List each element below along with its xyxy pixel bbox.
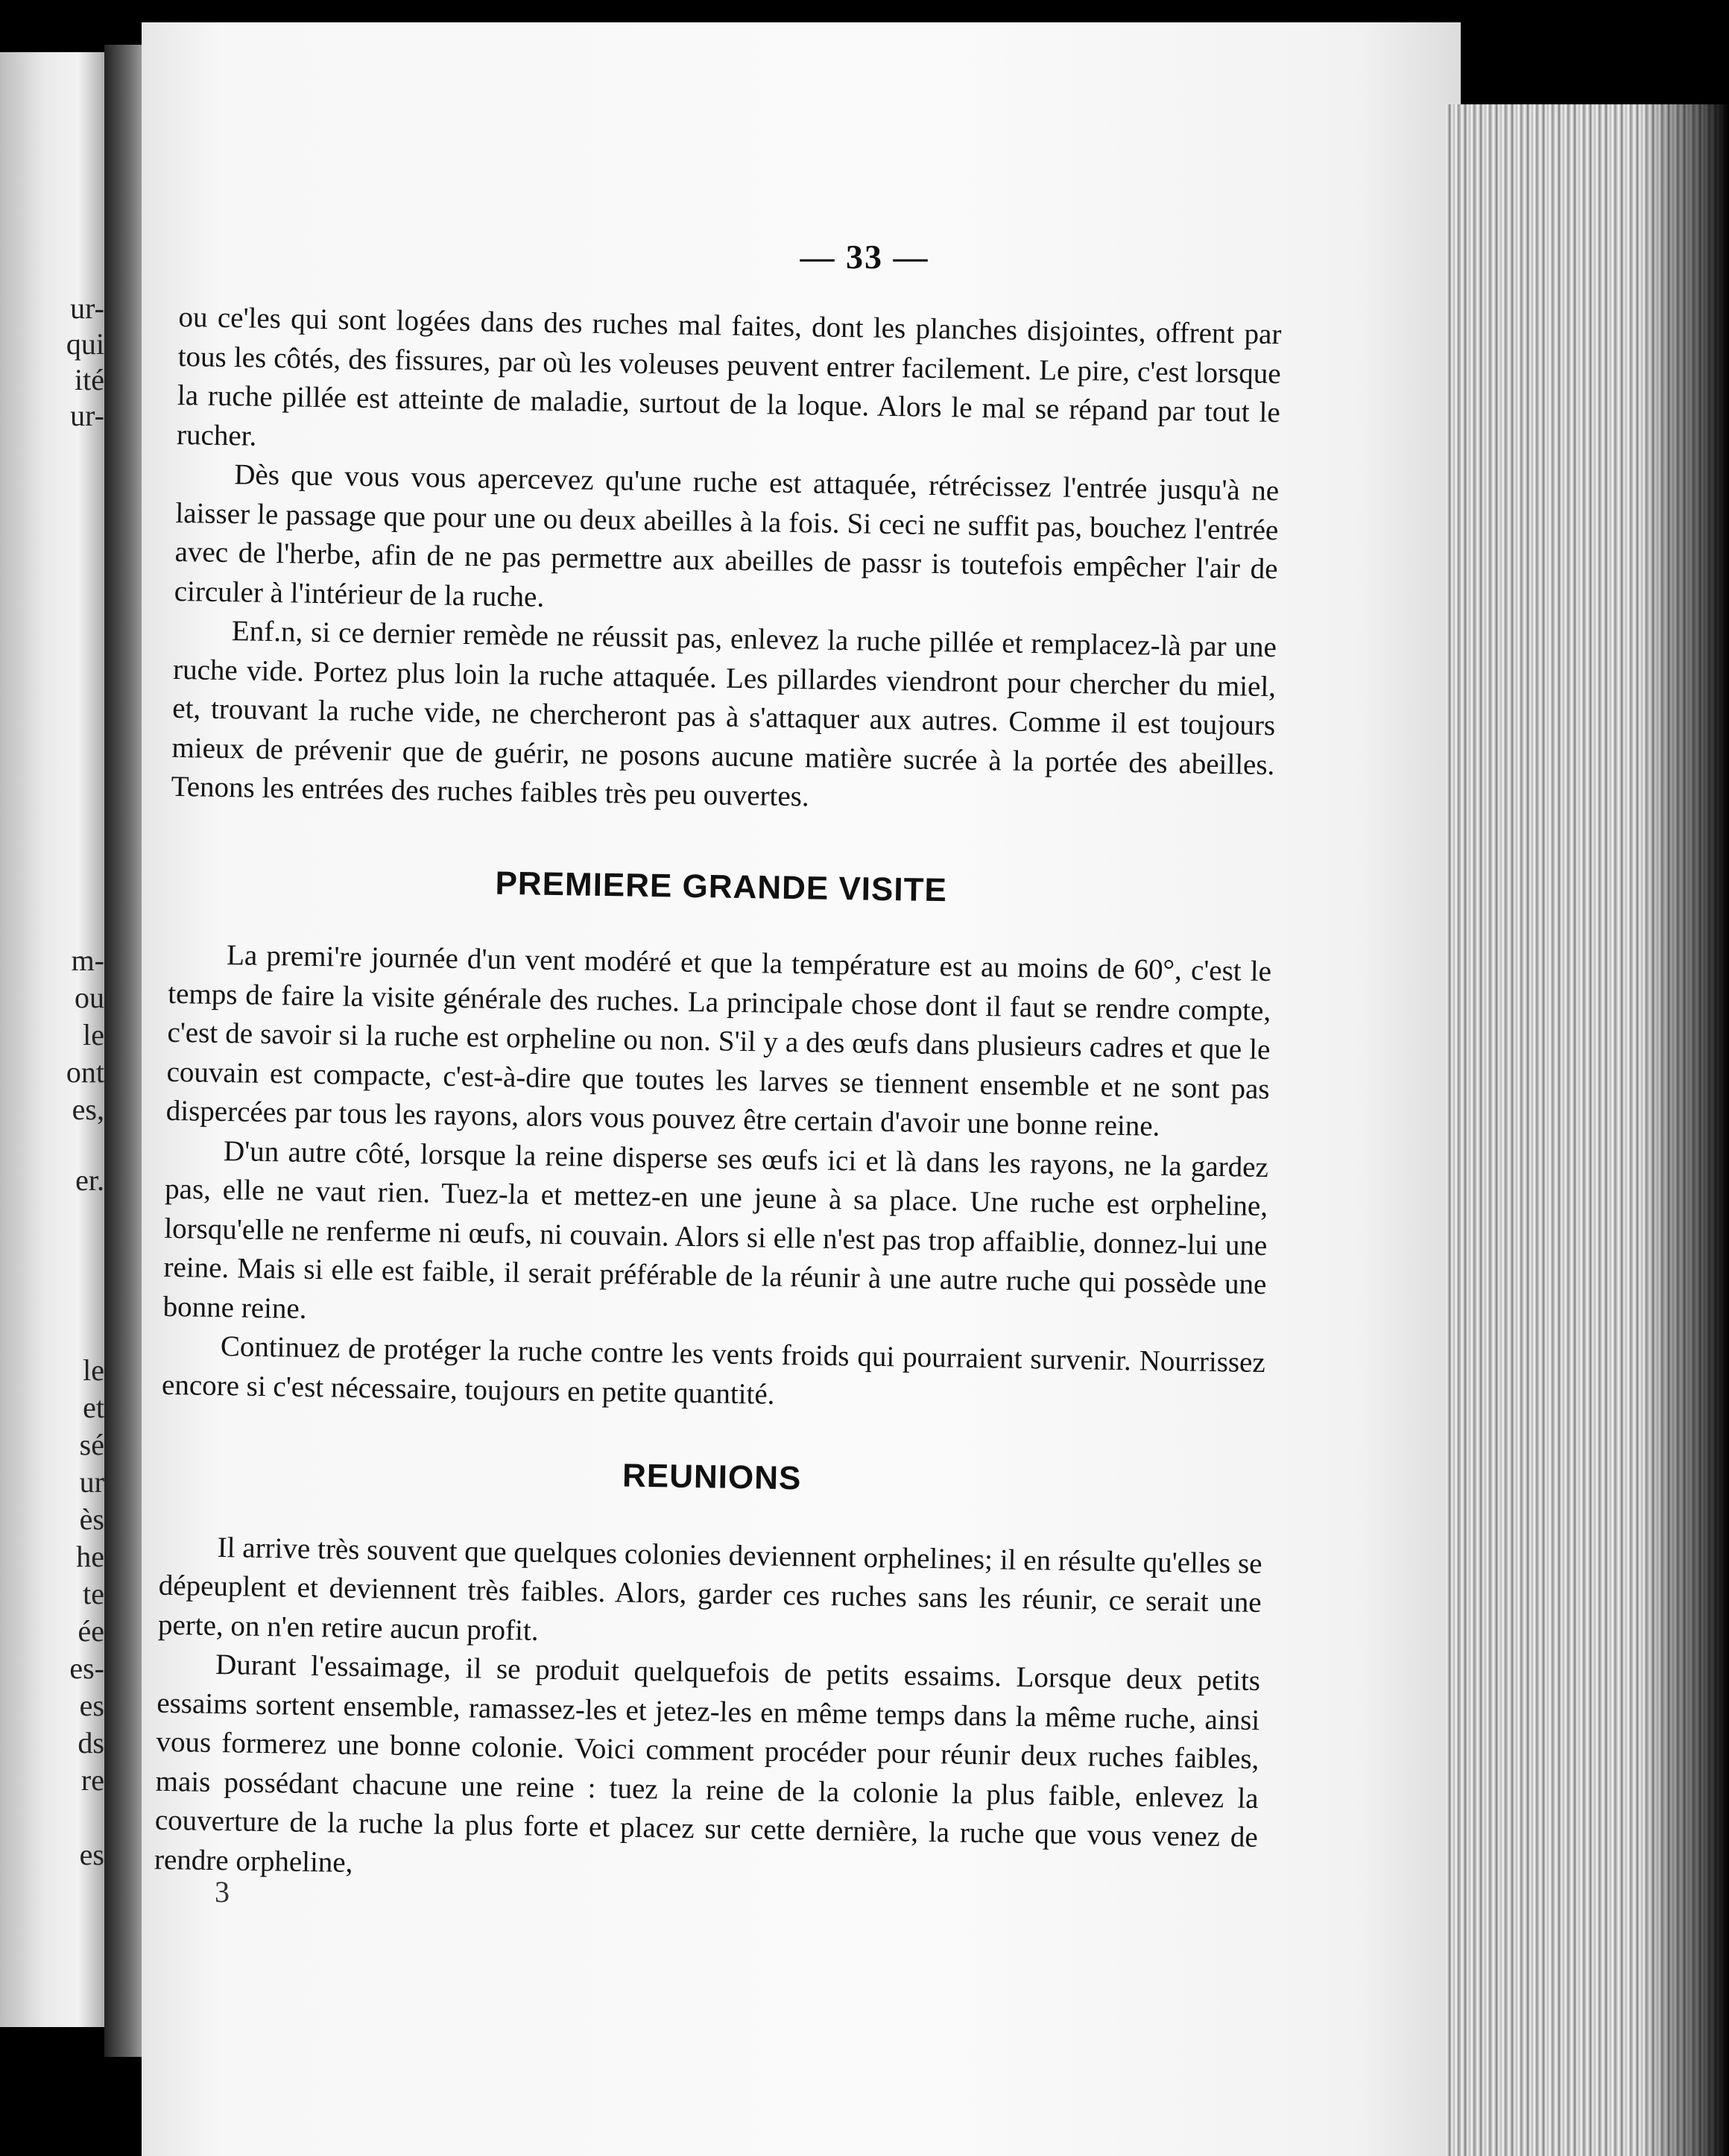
page-text (154, 298, 1282, 1897)
left-margin-text: ur- (70, 399, 104, 432)
paragraph: Enf.n, si ce dernier remède ne réussit pas, enlevez la ruche pillée et remplacez-là par une ruche vide. Portez plus loin la ruche attaquée. Les pillardes viendront pour chercher du miel, et, trouvant la ruche vide, ne chercheront pas à s'attaquer aux autres. Comme il est toujours mieux de prévenir que de guérir, ne posons aucune matière sucrée à la portée des abeilles. Tenons les entrées des ruches faibles très peu ouvertes. (171, 615, 1277, 813)
left-margin-text: ur (79, 1465, 104, 1499)
left-margin-text: sé (79, 1428, 104, 1461)
paragraph: Dès que vous vous apercevez qu'une ruche est attaquée, rétrécissez l'entrée jusqu'à ne laisser le passage que pour une ou deux abeilles à la fois. Si ceci ne suffit pas, bouchez l'entrée avec de l'herbe, afin de ne pas permettre aux abeilles de passr is toutefois empêcher l'air de circuler à l'intérieur de la ruche. (174, 458, 1280, 613)
section-heading: PREMIERE GRANDE VISITE (495, 864, 948, 908)
left-margin-text: ur- (70, 291, 104, 325)
section-heading: REUNIONS (622, 1457, 802, 1497)
paragraph: Durant l'essaimage, il se produit quelquefois de petits essaims. Lorsque deux petits essaims sortent ensemble, ramassez-les et jetez-les en même temps dans la même ruche, ainsi vous formerez une bonne colonie. Voici comment procéder pour réunir deux ruches faibles, mais possédant chacune une reine : tuez la reine de la colonie la plus faible, enlevez la couverture de la ruche la plus forte et placez sur cette dernière, la ruche que vous venez de rendre orpheline, (154, 1648, 1261, 1879)
left-margin-text: ds (78, 1726, 104, 1760)
paragraph: ou ce'les qui sont logées dans des ruches mal faites, dont les planches disjointes, offrent par tous les côtés, des fissures, par où les voleuses peuvent entrer facilement. Le pire, c'est lorsque la ruche pillée est atteinte de maladie, surtout de la loque. Alors le mal se répand par tout le rucher. (176, 300, 1282, 452)
paragraph: Il arrive très souvent que quelques colonies deviennent orphelines; il en résulte qu'elles se dépeuplent et deviennent très faibles. Alors, garder ces ruches sans les réunir, ce serait une perte, on n'en retire aucun profit. (157, 1531, 1262, 1647)
left-margin-text: m- (71, 943, 104, 977)
left-margin-text: ès (79, 1502, 104, 1536)
paragraph: Continuez de protéger la ruche contre les vents froids qui pourraient survenir. Nourrissez encore si c'est nécessaire, toujours en petite quantité. (161, 1330, 1266, 1411)
page-edges (1446, 104, 1729, 2156)
left-margin-text: es, (72, 1093, 104, 1126)
left-margin-text: he (76, 1540, 104, 1573)
left-margin-text: es (79, 1838, 104, 1871)
left-margin-text: er. (75, 1163, 104, 1197)
left-page-fragment (0, 52, 112, 2027)
left-margin-text: le (83, 1353, 104, 1387)
paragraph: La premi're journée d'un vent modéré et que la température est au moins de 60°, c'est le temps de faire la visite générale des ruches. La principale chose dont il faut se rendre compte, c'est de savoir si la ruche est orpheline ou non. S'il y a des œufs dans plusieurs cadres et que le couvain est compacte, c'est-à-dire que toutes les larves se tiennent ensemble et ne sont pas dispercées par tous les rayons, alors vous pouvez être certain d'avoir une bonne reine. (165, 939, 1272, 1142)
left-margin-text: ont (66, 1055, 104, 1089)
left-margin-text: ée (78, 1614, 104, 1648)
page-number: — 33 — (800, 238, 929, 276)
left-margin-text: qui (66, 327, 104, 361)
left-margin-text: ou (75, 981, 104, 1014)
paragraph: D'un autre côté, lorsque la reine disperse ses œufs ici et là dans les rayons, ne la gardez pas, elle ne vaut rien. Tuez-la et mettez-en une jeune à sa place. Une ruche est orpheline, lorsqu'elle ne renferme ni œufs, ni couvain. Alors si elle n'est pas trop affaiblie, donnez-lui une reine. Mais si elle est faible, il serait préférable de la réunir à une autre ruche qui possède une bonne reine. (162, 1134, 1269, 1325)
left-margin-text: es- (69, 1651, 104, 1685)
left-margin-text: le (83, 1018, 104, 1052)
left-margin-text: ité (75, 363, 104, 396)
signature-mark: 3 (215, 1875, 230, 1909)
left-margin-text: es (79, 1689, 104, 1722)
left-margin-text: re (80, 1763, 104, 1797)
left-margin-text: te (83, 1577, 104, 1610)
left-margin-text: et (83, 1391, 104, 1424)
